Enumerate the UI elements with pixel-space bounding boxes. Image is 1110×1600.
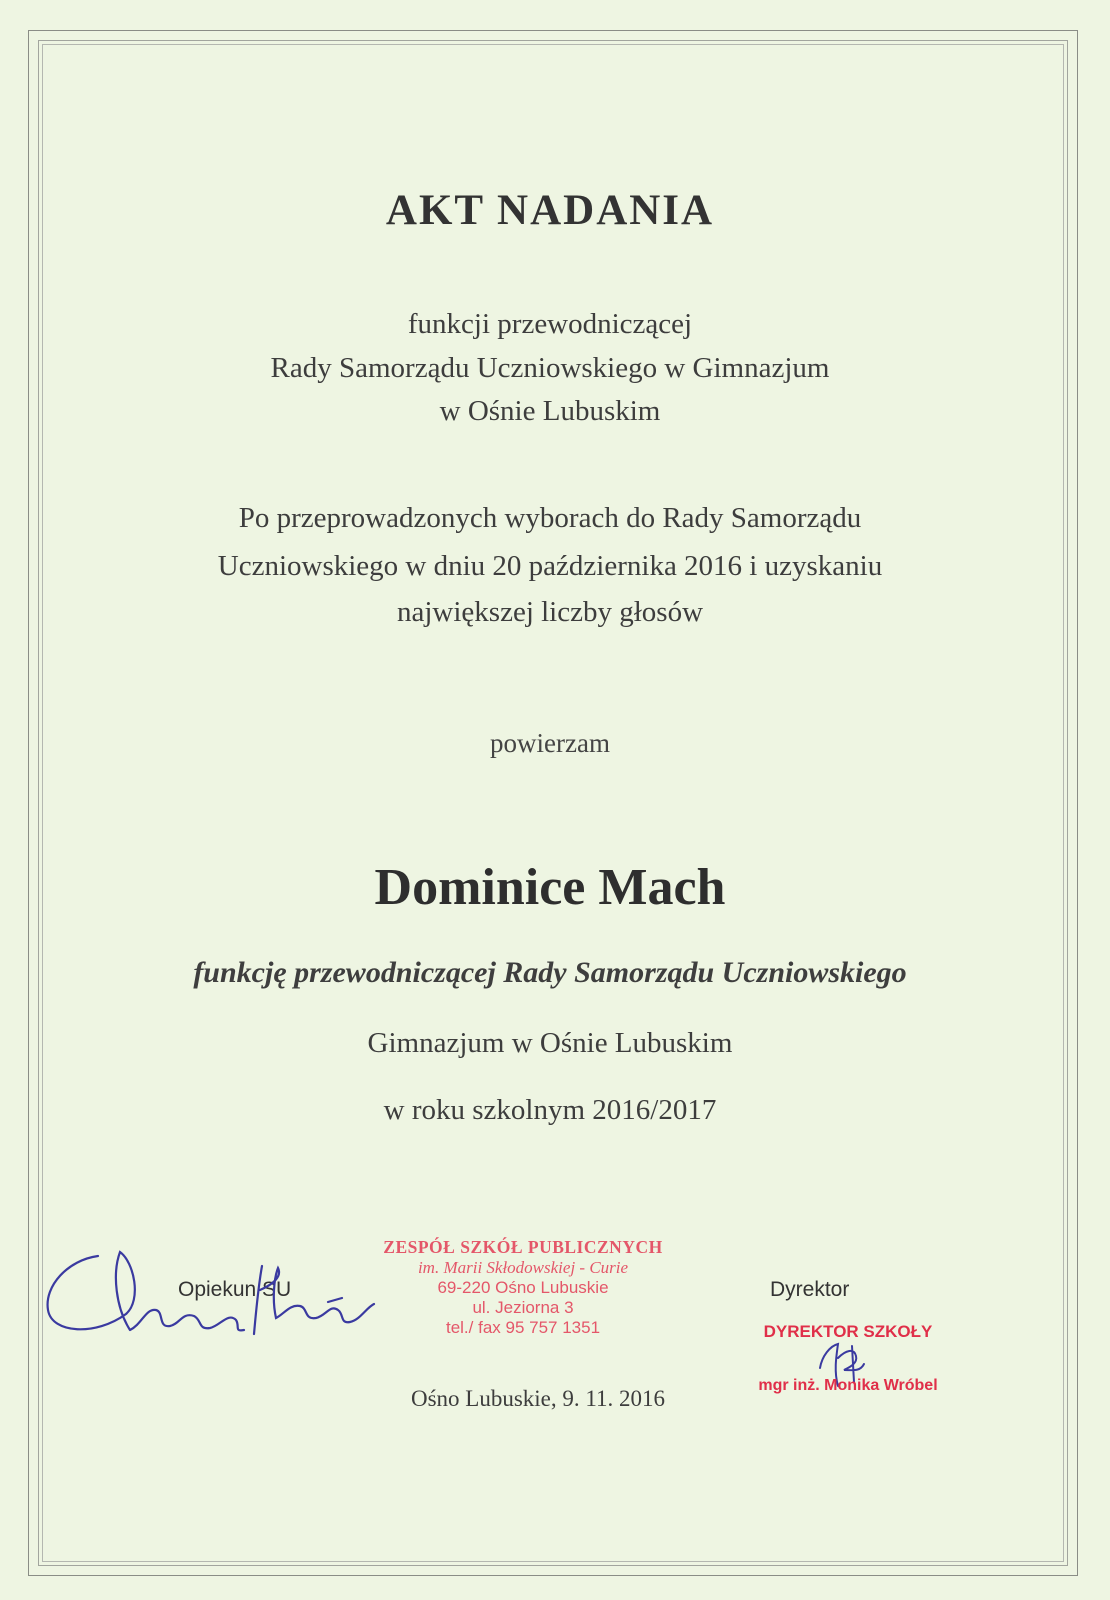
subtitle-line-1: funkcji przewodniczącej [407,308,693,340]
place-date: Ośno Lubuskie, 9. 11. 2016 [410,1386,666,1411]
recipient-name: Dominice Mach [374,859,726,916]
school-stamp-line-5: tel./ fax 95 757 1351 [445,1318,601,1337]
director-label: Dyrektor [770,1278,850,1301]
school-stamp-line-2: im. Marii Skłodowskiej - Curie [417,1258,629,1277]
school-stamp-line-1: ZESPÓŁ SZKÓŁ PUBLICZNYCH [383,1237,663,1257]
director-stamp-title: DYREKTOR SZKOŁY [763,1322,933,1341]
year-line: w roku szkolnym 2016/2017 [383,1094,717,1126]
school-stamp [360,1236,686,1338]
entrust-word: powierzam [490,728,610,758]
subtitle-line-3: w Ośnie Lubuskim [439,395,661,427]
school-stamp-line-4: ul. Jeziorna 3 [472,1298,574,1317]
school-line: Gimnazjum w Ośnie Lubuskim [367,1027,733,1059]
paragraph-line-1: Po przeprowadzonych wyborach do Rady Samorządu [238,502,862,534]
subtitle-line-2: Rady Samorządu Uczniowskiego w Gimnazjum [270,352,830,384]
director-stamp-name: mgr inż. Monika Wróbel [758,1377,938,1394]
document-title: AKT NADANIA [385,187,715,234]
school-stamp-line-3: 69-220 Ośno Lubuskie [437,1278,609,1297]
supervisor-label: Opiekun SU [178,1278,292,1301]
supervisor-signature [38,1238,384,1350]
paragraph-line-2: Uczniowskiego w dniu 20 października 2016 i uzyskaniu [217,550,883,582]
role-line: funkcję przewodniczącej Rady Samorządu Uczniowskiego [193,956,907,989]
paragraph-line-3: największej liczby głosów [396,596,704,628]
